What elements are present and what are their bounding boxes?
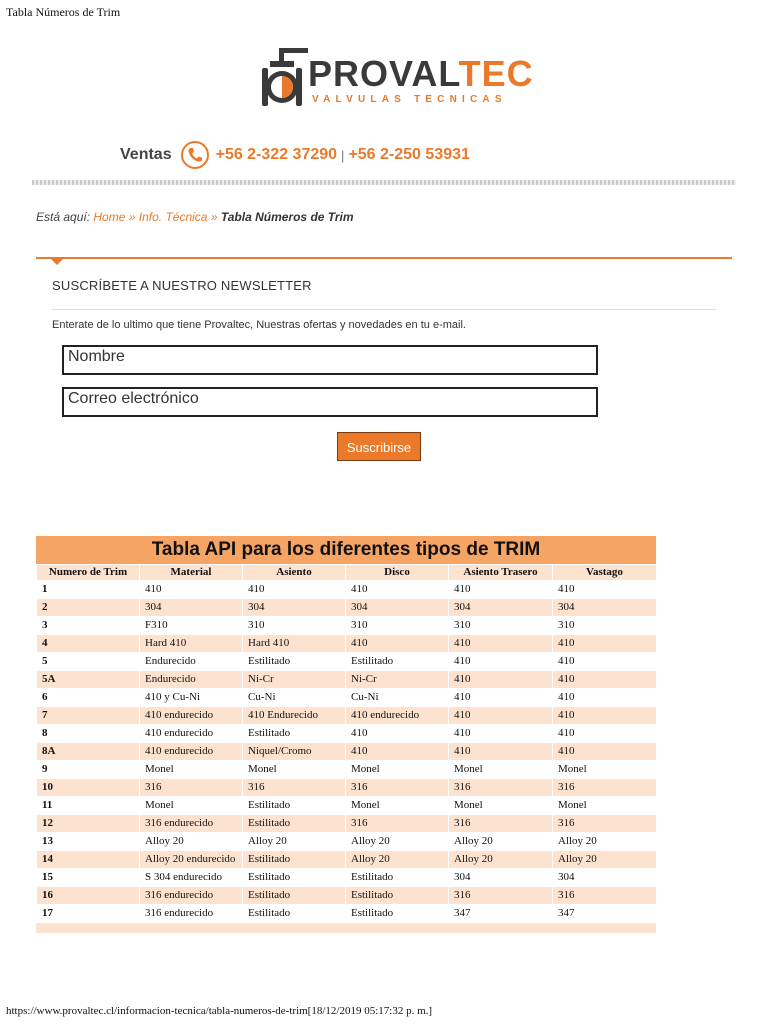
table-cell: 310	[243, 617, 346, 635]
trim-number-cell: 9	[37, 761, 140, 779]
table-cell: Endurecido	[140, 653, 243, 671]
trim-number-cell: 14	[37, 851, 140, 869]
table-row	[37, 797, 657, 815]
table-cell: 316 endurecido	[140, 905, 243, 923]
table-cell: 410	[553, 671, 657, 689]
table-cell: 410	[449, 725, 553, 743]
newsletter-divider	[52, 309, 716, 310]
table-cell: 410 endurecido	[346, 707, 449, 725]
column-header: Material	[140, 565, 243, 581]
table-cell: Niquel/Cromo	[243, 743, 346, 761]
table-row	[37, 815, 657, 833]
column-header: Numero de Trim	[37, 565, 140, 581]
table-cell: Ni-Cr	[243, 671, 346, 689]
table-cell: 347	[449, 905, 553, 923]
table-row	[37, 905, 657, 923]
table-title: Tabla API para los diferentes tipos de TRIM	[36, 536, 656, 564]
table-cell: 304	[449, 869, 553, 887]
table-cell: 410	[553, 689, 657, 707]
valve-icon	[258, 42, 308, 112]
trim-number-cell: 3	[37, 617, 140, 635]
table-cell: 316	[346, 815, 449, 833]
email-input[interactable]: Correo electrónico	[62, 387, 598, 417]
table-cell: 316	[449, 779, 553, 797]
table-cell: Monel	[140, 761, 243, 779]
table-cell: Estilitado	[346, 869, 449, 887]
table-cell: Estilitado	[243, 797, 346, 815]
table-cell: 410	[449, 707, 553, 725]
table-cell: Estilitado	[243, 851, 346, 869]
subscribe-button[interactable]: Suscribirse	[337, 432, 421, 461]
table-cell: Estilitado	[346, 653, 449, 671]
table-row	[37, 725, 657, 743]
table-cell: Monel	[553, 761, 657, 779]
table-cell: 304	[553, 869, 657, 887]
table-cell: 410	[449, 743, 553, 761]
trim-number-cell: 2	[37, 599, 140, 617]
table-cell: 304	[243, 599, 346, 617]
table-cell: 304	[346, 599, 449, 617]
trim-number-cell: 15	[37, 869, 140, 887]
table-cell: 316	[553, 887, 657, 905]
table-cell: Alloy 20	[553, 851, 657, 869]
table-cell: 410	[553, 725, 657, 743]
table-cell: 316 endurecido	[140, 815, 243, 833]
trim-number-cell: 17	[37, 905, 140, 923]
table-cell: 316	[243, 779, 346, 797]
logo-wordmark: PROVALTEC	[308, 53, 534, 94]
table-cell: 410	[553, 707, 657, 725]
table-cell: 410 y Cu-Ni	[140, 689, 243, 707]
table-cell: 316	[346, 779, 449, 797]
newsletter-title: SUSCRÍBETE A NUESTRO NEWSLETTER	[52, 278, 312, 293]
table-cell: Endurecido	[140, 671, 243, 689]
column-header: Disco	[346, 565, 449, 581]
table-cell: 316	[553, 815, 657, 833]
table-row	[37, 653, 657, 671]
table-cell: F310	[140, 617, 243, 635]
table-row	[37, 851, 657, 869]
dotted-divider	[32, 180, 736, 185]
trim-number-cell: 11	[37, 797, 140, 815]
table-cell: 410 endurecido	[140, 707, 243, 725]
table-cell: 410	[449, 653, 553, 671]
table-row	[37, 689, 657, 707]
trim-number-cell: 5A	[37, 671, 140, 689]
table-cell: Cu-Ni	[243, 689, 346, 707]
column-header: Vastago	[553, 565, 657, 581]
table-cell: 316	[140, 779, 243, 797]
column-header: Asiento	[243, 565, 346, 581]
table-cell: Ni-Cr	[346, 671, 449, 689]
breadcrumb-current: Tabla Números de Trim	[220, 210, 354, 224]
table-cell: 410	[449, 581, 553, 599]
table-cell: Alloy 20	[243, 833, 346, 851]
phone-link-1[interactable]: +56 2-322 37290	[215, 146, 338, 163]
table-row	[37, 581, 657, 599]
table-cell: Alloy 20	[140, 833, 243, 851]
table-cell: Monel	[449, 761, 553, 779]
table-row	[37, 707, 657, 725]
table-row	[37, 833, 657, 851]
table-header-row	[37, 565, 657, 581]
document-title: Tabla Números de Trim	[6, 5, 121, 19]
table-cell: 410	[346, 635, 449, 653]
trim-number-cell: 1	[37, 581, 140, 599]
trim-number-cell: 8A	[37, 743, 140, 761]
table-cell: Hard 410	[243, 635, 346, 653]
section-notch	[51, 259, 63, 265]
table-cell: 410	[553, 581, 657, 599]
table-cell: 304	[553, 599, 657, 617]
trim-number-cell: 8	[37, 725, 140, 743]
table-cell: Estilitado	[243, 869, 346, 887]
trim-number-cell: 12	[37, 815, 140, 833]
table-row	[37, 743, 657, 761]
table-cell: Monel	[553, 797, 657, 815]
table-cell: 310	[449, 617, 553, 635]
table-row	[37, 635, 657, 653]
table-cell: 316	[553, 779, 657, 797]
page-url-footer: https://www.provaltec.cl/informacion-tecnica/tabla-numeros-de-trim[18/12/2019 05:17:32 p. m.]	[6, 1005, 433, 1017]
trim-table-wrapper	[36, 536, 656, 933]
table-cell: Estilitado	[243, 887, 346, 905]
table-cell: Monel	[346, 761, 449, 779]
table-row	[37, 887, 657, 905]
breadcrumb: Está aquí: Home » Info. Técnica » Tabla Números de Trim	[36, 210, 354, 224]
phone-separator: |	[341, 147, 345, 163]
table-cell: Estilitado	[243, 653, 346, 671]
table-cell: Alloy 20	[553, 833, 657, 851]
breadcrumb-home-link[interactable]: Home	[93, 210, 126, 224]
table-cell: 316 endurecido	[140, 887, 243, 905]
table-cell: 410	[346, 743, 449, 761]
table-cell: S 304 endurecido	[140, 869, 243, 887]
table-cell: 410	[346, 725, 449, 743]
table-cell: Monel	[449, 797, 553, 815]
table-cell: 410	[553, 635, 657, 653]
table-cell: 410 endurecido	[140, 725, 243, 743]
table-cell: Alloy 20	[449, 851, 553, 869]
column-header: Asiento Trasero	[449, 565, 553, 581]
table-cell: 316	[449, 815, 553, 833]
table-cell: Monel	[243, 761, 346, 779]
table-cell: Estilitado	[243, 725, 346, 743]
table-cell: Estilitado	[346, 887, 449, 905]
table-cell: Alloy 20 endurecido	[140, 851, 243, 869]
table-footer-band	[36, 923, 656, 933]
table-cell: 410	[243, 581, 346, 599]
table-cell: Alloy 20	[346, 851, 449, 869]
newsletter-description: Enterate de lo ultimo que tiene Provaltec, Nuestras ofertas y novedades en tu e-mail.	[52, 319, 466, 331]
table-cell: Estilitado	[243, 905, 346, 923]
table-row	[37, 599, 657, 617]
trim-number-cell: 16	[37, 887, 140, 905]
table-body	[37, 581, 657, 923]
name-input[interactable]: Nombre	[62, 345, 598, 375]
table-row	[37, 779, 657, 797]
table-cell: 410	[449, 689, 553, 707]
table-cell: Cu-Ni	[346, 689, 449, 707]
table-cell: 304	[140, 599, 243, 617]
table-cell: Monel	[140, 797, 243, 815]
table-cell: 310	[346, 617, 449, 635]
phone-icon	[180, 140, 210, 170]
table-cell: 347	[553, 905, 657, 923]
table-row	[37, 617, 657, 635]
table-cell: 304	[449, 599, 553, 617]
sales-contact	[120, 140, 470, 170]
sales-label: Ventas	[120, 146, 172, 163]
table-cell: 410	[346, 581, 449, 599]
breadcrumb-info-link[interactable]: Info. Técnica	[138, 210, 208, 224]
table-cell: Estilitado	[243, 815, 346, 833]
phone-link-2[interactable]: +56 2-250 53931	[348, 146, 470, 163]
table-cell: 410	[553, 653, 657, 671]
table-cell: 410	[449, 635, 553, 653]
table-row	[37, 869, 657, 887]
table-cell: 410	[140, 581, 243, 599]
trim-table	[36, 564, 657, 923]
logo-tagline: VALVULAS TECNICAS	[312, 94, 507, 105]
trim-number-cell: 4	[37, 635, 140, 653]
trim-number-cell: 5	[37, 653, 140, 671]
table-cell: 310	[553, 617, 657, 635]
trim-number-cell: 10	[37, 779, 140, 797]
section-divider	[36, 257, 732, 259]
table-cell: Monel	[346, 797, 449, 815]
table-cell: 410	[449, 671, 553, 689]
table-cell: Estilitado	[346, 905, 449, 923]
trim-number-cell: 6	[37, 689, 140, 707]
table-cell: 316	[449, 887, 553, 905]
provaltec-logo[interactable]	[258, 42, 534, 112]
table-cell: 410	[553, 743, 657, 761]
table-cell: 410 endurecido	[140, 743, 243, 761]
table-cell: 410 Endurecido	[243, 707, 346, 725]
table-row	[37, 761, 657, 779]
table-cell: Alloy 20	[346, 833, 449, 851]
trim-number-cell: 13	[37, 833, 140, 851]
table-cell: Hard 410	[140, 635, 243, 653]
trim-number-cell: 7	[37, 707, 140, 725]
table-row	[37, 671, 657, 689]
table-cell: Alloy 20	[449, 833, 553, 851]
